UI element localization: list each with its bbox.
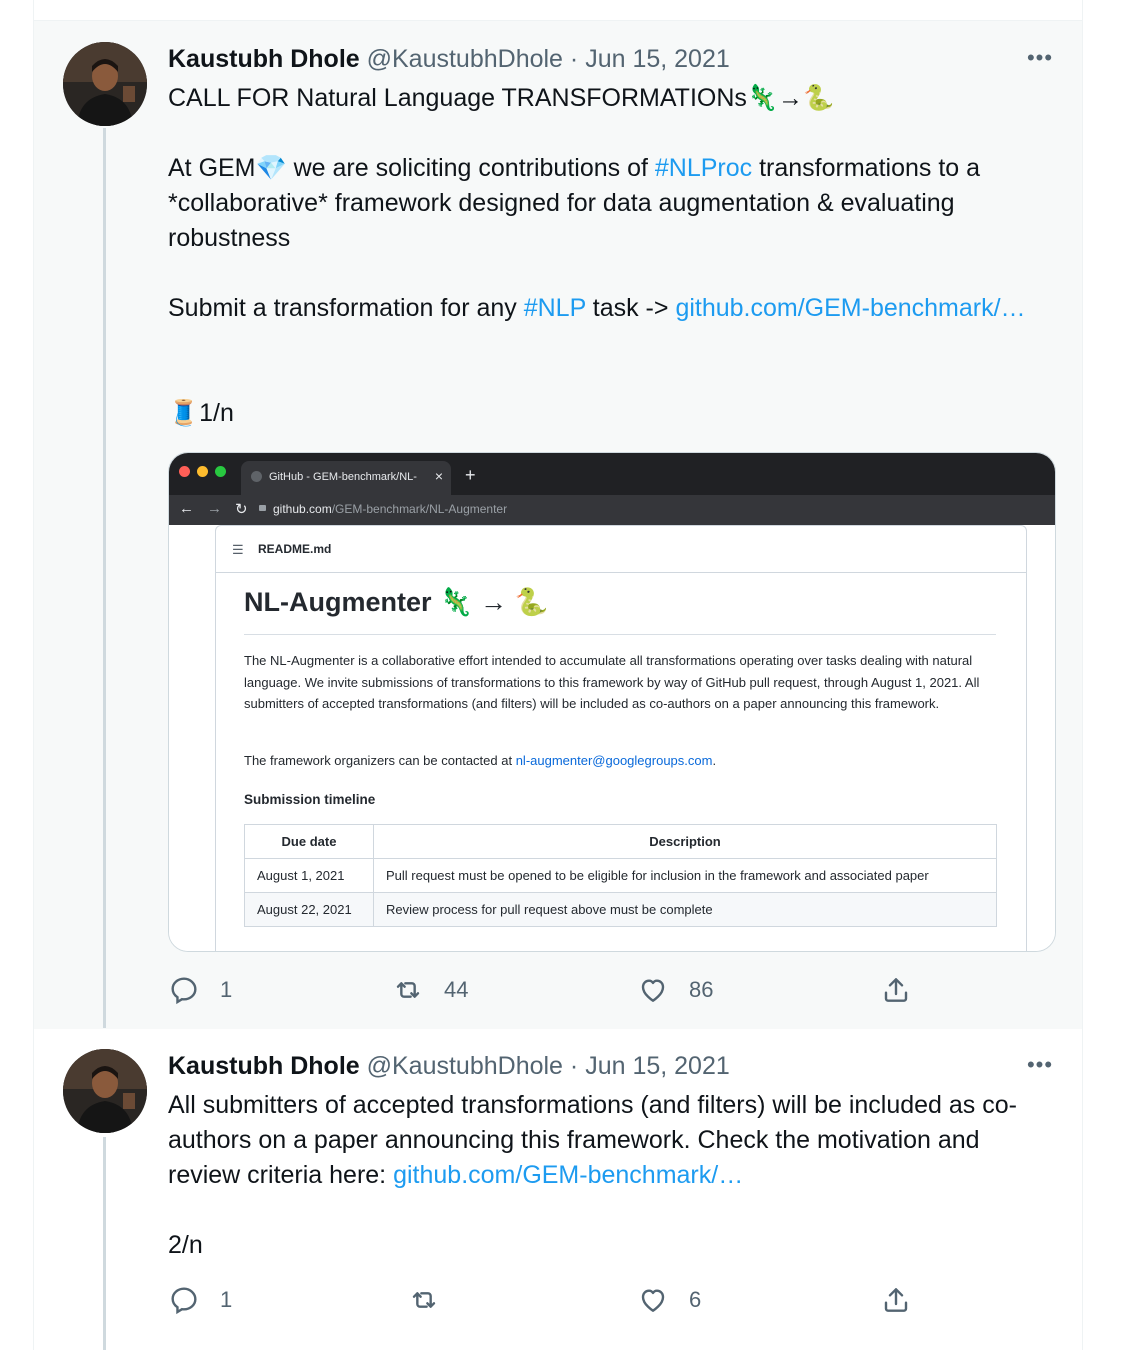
browser-tabbar <box>169 453 1055 495</box>
readme-title: NL-Augmenter 🦎 → 🐍 <box>244 587 549 617</box>
avatar-photo <box>63 1049 147 1133</box>
url-host: github.com <box>273 502 332 516</box>
tweet-text-paragraph <box>168 151 1048 256</box>
share-button[interactable] <box>880 1284 912 1316</box>
reply-button[interactable] <box>168 974 232 1006</box>
text-span: transformations to a *collaborative* framework designed for data augmentation & evaluating robustness <box>168 154 981 252</box>
tweet-header <box>168 1052 730 1081</box>
author-name[interactable]: Kaustubh Dhole <box>168 1052 360 1080</box>
avatar-photo <box>63 42 147 126</box>
minimize-window-dot <box>197 466 208 477</box>
reply-count: 1 <box>220 977 233 1002</box>
table-row <box>245 859 997 893</box>
retweet-icon <box>392 974 424 1006</box>
column-header: Due date <box>245 825 374 859</box>
email-link: nl-augmenter@googlegroups.com <box>515 753 713 768</box>
browser-tab <box>241 461 451 495</box>
more-icon[interactable]: ••• <box>1026 45 1054 70</box>
author-name[interactable]: Kaustubh Dhole <box>168 45 360 73</box>
column-header: Description <box>374 825 997 859</box>
forward-arrow-icon: → <box>207 500 222 517</box>
like-button[interactable] <box>637 974 713 1006</box>
tweet-text-paragraph <box>168 291 1048 326</box>
readme-intro: The NL-Augmenter is a collaborative effort intended to accumulate all transformations operating over tasks dealing with natural language. We invite submissions of transformations to this framework by way of GitHub pull request, through August 1, 2021. All submitters of accepted transformations (and filters) will be included as co-authors on a paper announcing this framework. <box>244 653 980 711</box>
like-count: 6 <box>689 1287 702 1312</box>
table-row <box>245 893 997 927</box>
hashtag-link[interactable]: #NLProc <box>654 154 753 182</box>
close-window-dot <box>179 466 190 477</box>
retweet-button[interactable] <box>408 1284 460 1316</box>
table-cell: August 22, 2021 <box>245 893 374 927</box>
author-handle[interactable]: @KaustubhDhole <box>366 45 563 73</box>
text-span: . <box>712 753 717 768</box>
url-text <box>273 502 507 516</box>
tweet-date[interactable]: · Jun 15, 2021 <box>569 45 730 73</box>
heart-icon <box>637 974 669 1006</box>
readme-box <box>215 525 1027 952</box>
readme-contact <box>244 750 1004 772</box>
text-span: At GEM💎 we are soliciting contributions of <box>168 154 655 182</box>
tweet-text-line1: CALL FOR Natural Language TRANSFORMATIONs🦎→🐍 <box>168 84 835 112</box>
table-cell: August 1, 2021 <box>245 859 374 893</box>
tweet-actions <box>168 1284 1048 1320</box>
readme-filename: README.md <box>258 542 332 556</box>
retweet-icon <box>408 1284 440 1316</box>
share-button[interactable] <box>880 974 912 1006</box>
share-icon <box>880 974 912 1006</box>
thread-line <box>103 1137 106 1350</box>
reply-count: 1 <box>220 1287 233 1312</box>
back-arrow-icon: ← <box>179 500 194 517</box>
more-icon[interactable]: ••• <box>1026 1052 1054 1077</box>
retweet-count: 44 <box>444 977 469 1002</box>
text-span: task -> <box>585 294 676 322</box>
lock-icon <box>259 505 266 511</box>
retweet-button[interactable] <box>392 974 468 1006</box>
table-cell: Review process for pull request above must be complete <box>374 893 997 927</box>
tweet-text-paragraph <box>168 1088 1043 1193</box>
author-handle[interactable]: @KaustubhDhole <box>366 1052 563 1080</box>
timeline-heading: Submission timeline <box>244 792 376 807</box>
readme-header <box>216 526 1026 573</box>
share-icon <box>880 1284 912 1316</box>
heart-icon <box>637 1284 669 1316</box>
tab-title: GitHub - GEM-benchmark/NL- <box>269 471 417 483</box>
tweet-actions <box>168 974 1048 1010</box>
avatar[interactable] <box>63 42 147 126</box>
thread-counter: 🧵1/n <box>168 399 234 427</box>
divider <box>244 634 996 635</box>
new-tab-icon: + <box>465 465 476 485</box>
close-tab-icon: × <box>434 468 443 484</box>
text-span: Submit a transformation for any <box>168 294 524 322</box>
reply-icon <box>168 974 200 1006</box>
reply-button[interactable] <box>168 1284 232 1316</box>
tweet-date[interactable]: · Jun 15, 2021 <box>569 1052 730 1080</box>
avatar[interactable] <box>63 1049 147 1133</box>
text-span: The framework organizers can be contacted at <box>244 753 516 768</box>
like-count: 86 <box>689 977 714 1002</box>
reply-icon <box>168 1284 200 1316</box>
github-icon <box>251 471 262 482</box>
github-page <box>169 525 1055 951</box>
thread-counter: 2/n <box>168 1231 203 1259</box>
timeline-table <box>244 824 997 927</box>
thread-line <box>103 128 106 1028</box>
reload-icon: ↻ <box>235 501 248 518</box>
table-header-row <box>245 825 997 859</box>
browser-addressbar <box>169 495 1055 525</box>
url-path: /GEM-benchmark/NL-Augmenter <box>331 502 508 516</box>
like-button[interactable] <box>637 1284 701 1316</box>
github-link[interactable]: github.com/GEM-benchmark/… <box>393 1161 744 1189</box>
text-span: All submitters of accepted transformations (and filters) will be included as co-authors on a paper announcing this framework. Check the motivation and review criteria here: <box>168 1091 1017 1189</box>
table-cell: Pull request must be opened to be eligible for inclusion in the framework and associated paper <box>374 859 997 893</box>
zoom-window-dot <box>215 466 226 477</box>
github-link[interactable]: github.com/GEM-benchmark/… <box>675 294 1026 322</box>
tweet-header <box>168 45 730 74</box>
tweet-media-image[interactable] <box>168 452 1056 952</box>
hashtag-link[interactable]: #NLP <box>523 294 586 322</box>
list-icon: ☰ <box>232 542 244 557</box>
